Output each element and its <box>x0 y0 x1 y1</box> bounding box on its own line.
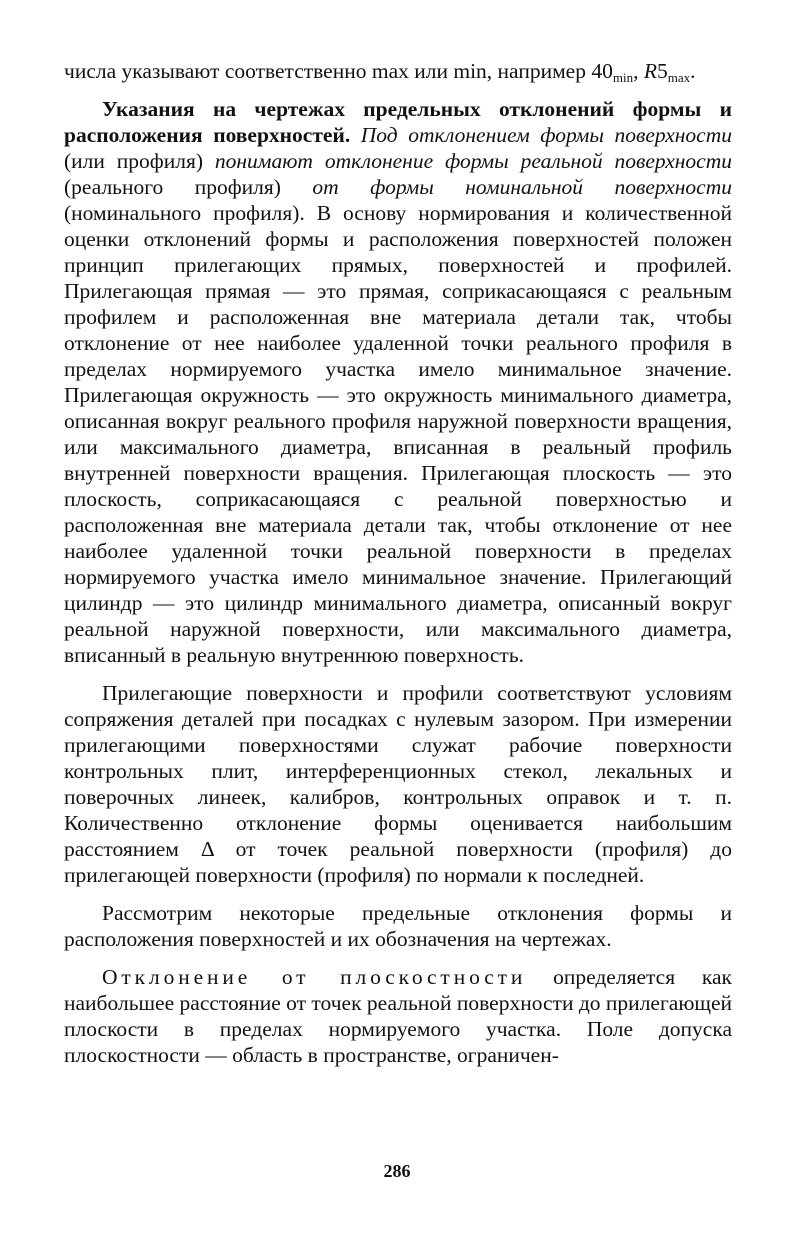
section-heading: Указания на чертежах предельных отклонений формы и расположения поверхностей. <box>64 97 732 147</box>
radius-symbol: R <box>643 59 657 83</box>
paragraph-flatness <box>64 964 732 1068</box>
intro-period: . <box>690 59 696 83</box>
text-3: (номинального профиля). В основу нормирования и количественной оценки отклонений формы и расположения поверхностей положен принцип прилегающих прямых, поверхностей и профилей. Прилегающая прямая — это прямая, соприкасающаяся с реальным профилем и расположенная вне материала детали так, чтобы отклонение от нее наиболее удаленной точки реального профиля в пределах нормируемого участка имело минимальное значение. Прилегающая окружность — это окружность минимального диаметра, описанная вокруг реального профиля наружной поверхности вращения, или максимального диаметра, вписанная в реальный профиль внутренней поверхности вращения. Прилегающая плоскость — это плоскость, соприкасающаяся с реальной поверхностью и расположенная вне материала детали так, чтобы отклонение от нее наиболее удаленной точки реальной поверхности в пределах нормируемого участка имело минимальное значение. Прилегающий цилиндр — это цилиндр минимального диаметра, описанный вокруг реальной наружной поверхности, или максимального диаметра, вписанный в реальную внутреннюю поверхность. <box>64 201 732 667</box>
paragraph-adjacent-surfaces: Прилегающие поверхности и профили соответствуют условиям сопряжения деталей при посадках с нулевым зазором. При измерении прилегающими поверхностями служат рабочие поверхности контрольных плит, интерференционных стекол, лекальных и поверочных линеек, калибров, контрольных оправок и т. п. Количественно отклонение формы оценивается наибольшим расстоянием Δ от точек реальной поверхности (профиля) до прилегающей поверхности (профиля) по нормали к последней. <box>64 681 732 887</box>
paragraph-consider: Рассмотрим некоторые предельные отклонения формы и расположения поверхностей и их обозначения на чертежах. <box>64 901 732 951</box>
text-1: (или профиля) <box>64 149 203 173</box>
paragraph-definitions <box>64 96 732 668</box>
subscript-max: max <box>667 70 691 85</box>
flatness-text: определяется как наибольшее расстояние от точек реальной поверхности до прилегающей плоскости в пределах нормируемого участка. Поле допуска плоскостности — область в пространстве, ограничен- <box>64 965 733 1067</box>
intro-text: числа указывают соответственно max или min, например 40 <box>64 59 613 83</box>
paragraph-intro <box>64 58 732 84</box>
subscript-min: min <box>612 70 634 85</box>
text-2: (реального профиля) <box>64 175 281 199</box>
page-number: 286 <box>383 1161 411 1181</box>
spaced-term: Отклонение от плоскостности <box>102 965 527 989</box>
emphasis-2: понимают отклонение формы реальной поверхности <box>214 149 733 173</box>
emphasis-1: Под отклонением формы поверхности <box>360 123 732 147</box>
intro-separator: , <box>633 59 644 83</box>
page-body <box>64 58 732 1068</box>
radius-value: 5 <box>656 59 668 83</box>
emphasis-3: от формы номинальной поверхности <box>312 175 732 199</box>
